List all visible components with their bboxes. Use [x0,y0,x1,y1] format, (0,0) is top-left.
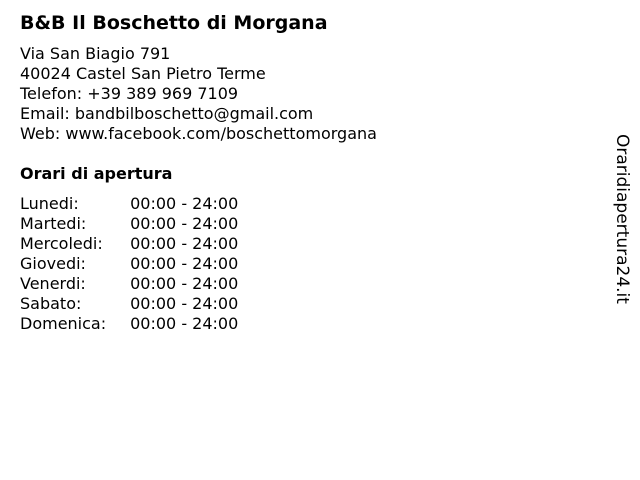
day-label: Lunedi: [20,194,79,213]
phone-line: Telefon: +39 389 969 7109 [20,84,239,103]
hours-row-sunday [20,314,238,334]
day-label: Giovedi: [20,254,86,273]
contact-block [20,44,377,144]
time-range: 00:00 - 24:00 [130,274,239,293]
time-range: 00:00 - 24:00 [130,314,239,333]
hours-row-friday [20,274,238,294]
time-range: 00:00 - 24:00 [130,194,239,213]
day-label: Sabato: [20,294,82,313]
day-label: Venerdi: [20,274,86,293]
business-name: B&B Il Boschetto di Morgana [20,12,328,34]
address-street: Via San Biagio 791 [20,44,171,63]
address-city: 40024 Castel San Pietro Terme [20,64,266,83]
site-brand-vertical: Oraridiapertura24.it [612,134,632,304]
hours-row-wednesday [20,234,238,254]
opening-hours-table [20,194,238,334]
web-line: Web: www.facebook.com/boschettomorgana [20,124,377,143]
time-range: 00:00 - 24:00 [130,294,239,313]
hours-row-monday [20,194,238,214]
day-label: Mercoledi: [20,234,103,253]
hours-row-thursday [20,254,238,274]
hours-row-tuesday [20,214,238,234]
time-range: 00:00 - 24:00 [130,254,239,273]
day-label: Martedi: [20,214,87,233]
time-range: 00:00 - 24:00 [130,234,239,253]
time-range: 00:00 - 24:00 [130,214,239,233]
email-line: Email: bandbilboschetto@gmail.com [20,104,314,123]
day-label: Domenica: [20,314,107,333]
hours-row-saturday [20,294,238,314]
opening-hours-heading: Orari di apertura [20,164,173,183]
